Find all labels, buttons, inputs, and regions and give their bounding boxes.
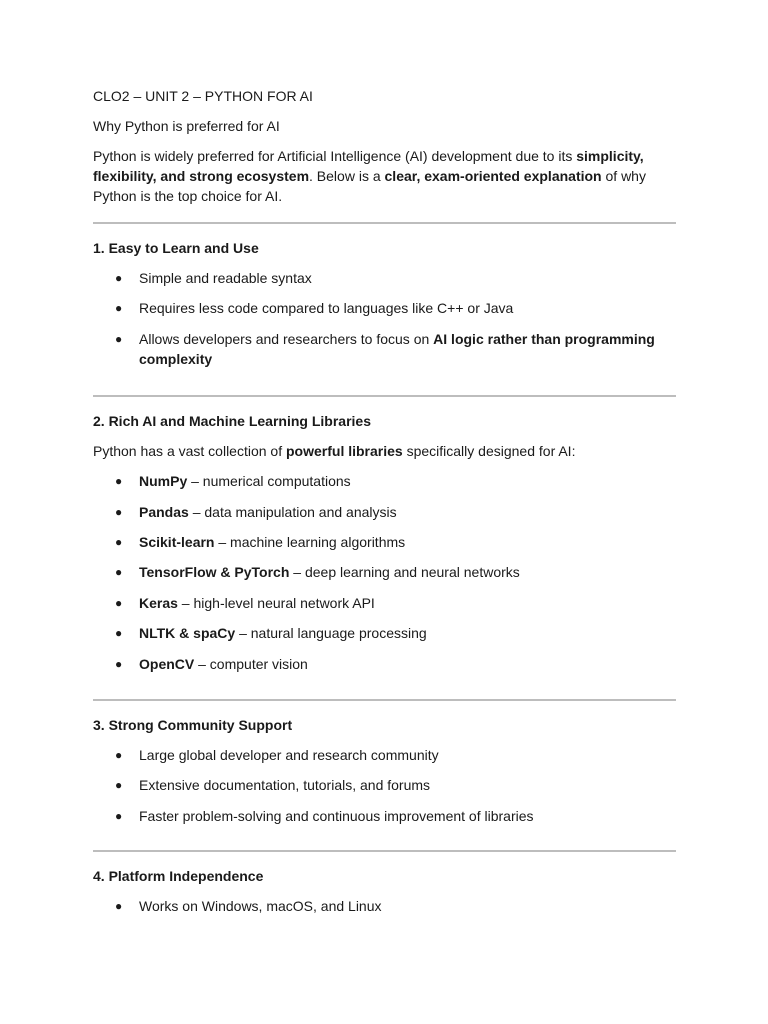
library-name: Scikit-learn	[139, 533, 215, 550]
document-content	[93, 86, 676, 926]
list-item-text: Large global developer and research community	[139, 746, 439, 763]
library-name: NumPy	[139, 473, 188, 490]
list-item	[93, 623, 676, 643]
section-easy-to-learn	[93, 238, 676, 395]
list-item	[93, 745, 676, 765]
section-lead-paragraph	[93, 441, 676, 461]
intro-text-2: . Below is a	[309, 168, 385, 184]
intro-text-3: of why Python is the top choice for AI.	[93, 168, 646, 204]
intro-bold-2: clear, exam-oriented explanation	[384, 168, 602, 184]
list-item-text: Works on Windows, macOS, and Linux	[139, 898, 382, 915]
section-community-support	[93, 715, 676, 850]
list-item	[93, 502, 676, 522]
section-divider	[93, 850, 676, 852]
bullet-icon: ●	[115, 899, 123, 914]
section-spacer	[93, 836, 676, 850]
section-ai-libraries	[93, 411, 676, 699]
library-name: TensorFlow & PyTorch	[139, 564, 290, 581]
bullet-icon: ●	[115, 474, 123, 489]
section-platform-independence	[93, 866, 676, 916]
list-item	[93, 593, 676, 613]
library-description: – computer vision	[194, 655, 308, 672]
list-item-text: Extensive documentation, tutorials, and forums	[139, 777, 431, 794]
bullet-list	[93, 268, 676, 369]
list-item-text: Requires less code compared to languages like C++ or Java	[139, 300, 514, 317]
list-item-bold: AI logic rather than programming complexity	[139, 330, 655, 367]
library-name: NLTK & spaCy	[139, 625, 236, 642]
library-name: Pandas	[139, 503, 189, 520]
bullet-icon: ●	[115, 331, 123, 346]
list-item-text: Faster problem-solving and continuous improvement of libraries	[139, 807, 534, 824]
bullet-icon: ●	[115, 747, 123, 762]
bullet-list	[93, 896, 676, 916]
list-item	[93, 562, 676, 582]
bullet-icon: ●	[115, 301, 123, 316]
list-item-text: Simple and readable syntax	[139, 270, 312, 286]
section-spacer	[93, 379, 676, 395]
list-item	[93, 471, 676, 491]
list-item	[93, 532, 676, 552]
lead-text-2: specifically designed for AI:	[402, 443, 576, 460]
document-subtitle: Why Python is preferred for AI	[93, 118, 280, 134]
section-divider	[93, 699, 676, 701]
bullet-icon: ●	[115, 808, 123, 823]
bullet-icon: ●	[115, 626, 123, 641]
list-item	[93, 896, 676, 916]
intro-paragraph	[93, 146, 676, 206]
lead-text-1: Python has a vast collection of	[93, 443, 286, 460]
library-description: – data manipulation and analysis	[188, 503, 397, 520]
section-heading: 3. Strong Community Support	[93, 716, 293, 733]
bullet-icon: ●	[115, 504, 123, 519]
intro-bold-1: simplicity, flexibility, and strong ecosystem	[93, 148, 644, 184]
library-description: – high-level neural network API	[177, 594, 375, 611]
bullet-icon: ●	[115, 778, 123, 793]
bullet-icon: ●	[115, 565, 123, 580]
library-name: OpenCV	[139, 655, 195, 672]
bullet-icon: ●	[115, 595, 123, 610]
section-heading: 2. Rich AI and Machine Learning Libraries	[93, 413, 371, 430]
section-divider	[93, 395, 676, 397]
list-item	[93, 654, 676, 674]
bullet-icon: ●	[115, 271, 123, 285]
document-title: CLO2 – UNIT 2 – PYTHON FOR AI	[93, 88, 313, 104]
library-name: Keras	[139, 594, 178, 611]
bullet-icon: ●	[115, 656, 123, 671]
list-item	[93, 268, 676, 288]
list-item-text: Allows developers and researchers to focus on	[139, 330, 434, 347]
section-spacer	[93, 684, 676, 699]
lead-bold: powerful libraries	[286, 443, 403, 460]
section-divider	[93, 222, 676, 224]
library-description: – deep learning and neural networks	[289, 564, 520, 581]
library-description: – numerical computations	[187, 473, 351, 490]
section-heading: 4. Platform Independence	[93, 868, 264, 885]
list-item	[93, 298, 676, 318]
bullet-list	[93, 745, 676, 826]
list-item	[93, 775, 676, 795]
list-item	[93, 329, 676, 369]
library-description: – machine learning algorithms	[214, 533, 406, 550]
library-description: – natural language processing	[235, 625, 427, 642]
section-heading: 1. Easy to Learn and Use	[93, 240, 259, 256]
intro-text-1: Python is widely preferred for Artificial Intelligence (AI) development due to its	[93, 148, 577, 164]
bullet-icon: ●	[115, 534, 123, 549]
bullet-list	[93, 471, 676, 673]
list-item	[93, 806, 676, 826]
